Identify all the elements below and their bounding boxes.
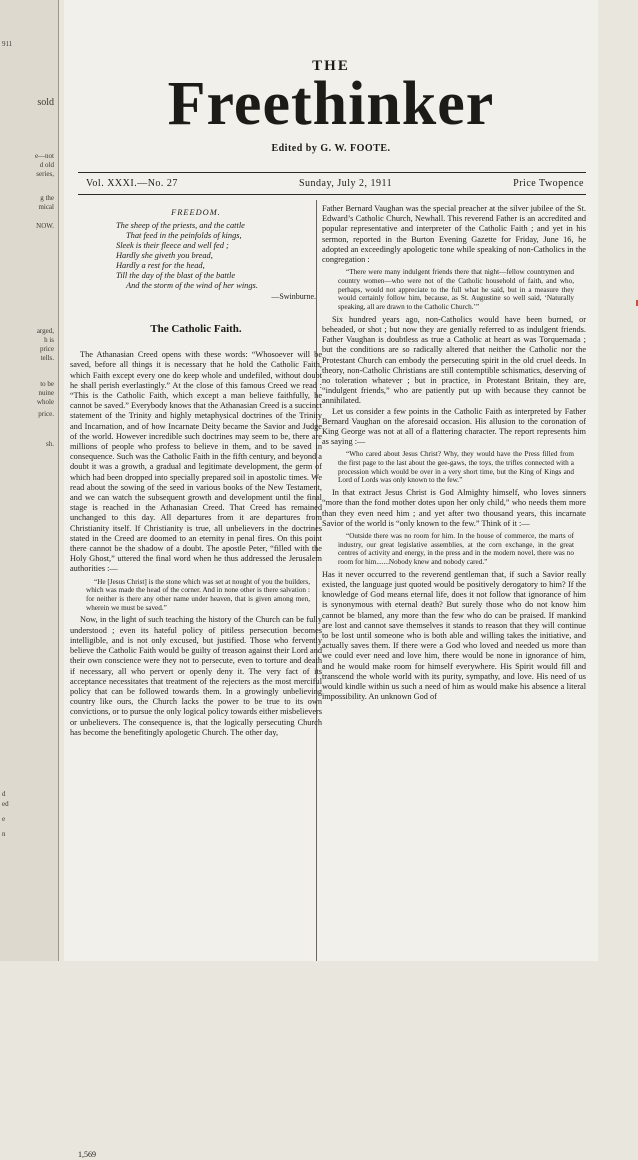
- masthead-the: THE: [312, 58, 350, 74]
- quote-text: “He [Jesus Christ] is the stone which was set at nought of you the builders, which was made the head of the corner. And in none other is there salvation : for neither is there any other name under heaven, that is given among men, wherein we must be saved.”: [86, 577, 310, 612]
- poem-line: Hardly a rest for the head,: [116, 261, 205, 270]
- gutter-text: NOW.: [36, 222, 54, 230]
- article-paragraph: The Athanasian Creed opens with these words: “Whosoever will be saved, before all things it is necessary that he hold the Catholic Faith, which Faith except every one do keep whole and undefiled, without doubt he shall perish everlastingly.” At the close of this famous Creed we read : “This is the Catholic Faith, which except a man believe faithfully, he cannot be saved.” Everybody knows that the Athanasian Creed is a succinct statement of the Trinity and highly metaphysical doctrines of the Trinity and Incarnation, and of how Incarnate Deity became the Savior and Judge of the world. However incredible such doctrines may seem to be, there are millions of people who profess to believe in them, and to be saved in consequence. Such was the Catholic Faith in the fifth century, and beyond a doubt it was a growth, a gradual and legitimate development, the germ of which had been dropped into specially prepared soil in apostolic times. We read about the sowing of the seed in various books of the New Testament, and we can watch the subsequent growth and development until the final stage is reached in the Athanasian Creed. That Creed has remained unchanged to this day. All departures from it are departures from Christianity itself. If Christianity is true, all unbelievers in the doctrines stated in the Creed are doomed to an eternity in penal fires. On this point there cannot be the shadow of a doubt. The apostle Peter, “filled with the Holy Ghost,” uttered the final word when he thus addressed the Jerusalem authorities :—: [70, 350, 322, 574]
- poem-line: That feed in the peinfolds of kings,: [126, 231, 242, 240]
- poem-freedom: [70, 208, 322, 302]
- gutter-text: g the: [40, 194, 54, 202]
- gutter-text: e—not: [34, 152, 54, 160]
- left-column: [70, 204, 322, 1159]
- gutter-text: sold: [37, 97, 54, 108]
- page-number: 1,569: [78, 1150, 96, 1159]
- gutter-text: 911: [2, 40, 13, 48]
- editor-line: Edited by G. W. FOOTE.: [271, 143, 391, 154]
- article-paragraph: Now, in the light of such teaching the history of the Church can be fully understood ; even its hateful policy of pitiless persecution becomes intelligible, and is not only excused, but justified. Those who fervently believe the Catholic Faith would be guilty of treason against their Lord and their own conscience were they not to persecute, even to torture and death if necessary, all who pervert or openly deny it. The very fact of its acceptance necessitates that treatment of the rejecters as the most merciful policy that can be followed towards them. In a growingly unbelieving country like ours, the Church lacks the power to be true to its own convictions, or to pursue the only logical policy towards either misbelievers or unbelievers. The consequence is, that the logically persecuting Church has become the benefitingly apologetic Church. The other day,: [70, 615, 322, 737]
- article-paragraph: Father Bernard Vaughan was the special preacher at the silver jubilee of the St. Edward’s Catholic Church, Newhall. This reverend Father is an accredited and popular representative and interpreter of the Catholic Faith ; and yet in his sermon, reported in the Burton Evening Gazette for Friday, June 16, he adopted an exceedingly apologetic tone while speaking of non-Catholics in the congregation :: [322, 204, 586, 265]
- article-paragraph: In that extract Jesus Christ is God Almighty himself, who loves sinners “more than the fond mother dotes upon her only child,” who needs them more than they even need him ; and yet after two thousand years, this incarnate Savior of the world is “only known to the few.” Think of it :—: [322, 488, 586, 528]
- gutter-text: to be: [40, 380, 54, 388]
- issue-price: Price Twopence: [513, 178, 584, 189]
- gutter-text: price: [40, 345, 54, 353]
- gutter-text: whole: [36, 398, 54, 406]
- gutter-text: ed: [2, 800, 9, 808]
- block-quote: [322, 532, 586, 567]
- quote-text: “Who cared about Jesus Christ? Why, they would have the Press filled from the first page to the last about the gee-gaws, the toys, the trifles connected with a procession which would be over in a very short time, but the King of Kings and Lord of Lords was only known to the few.”: [338, 450, 574, 485]
- gutter-text: d: [2, 790, 6, 798]
- top-rule: [78, 172, 586, 173]
- gutter-text: series,: [36, 170, 54, 178]
- poem-line: And the storm of the wind of her wings.: [126, 281, 258, 290]
- masthead-title: Freethinker: [167, 70, 495, 138]
- gutter-text: sh.: [46, 440, 54, 448]
- newspaper-page: [64, 0, 598, 1159]
- right-column: [322, 204, 586, 961]
- gutter-text: arged,: [36, 327, 54, 335]
- gutter-text: n: [2, 830, 6, 838]
- gutter-text: nuine: [38, 389, 54, 397]
- poem-line: Till the day of the blast of the battle: [116, 271, 236, 280]
- gutter-text: price.: [38, 410, 54, 418]
- block-quote: [70, 578, 322, 613]
- issue-info-line: [86, 178, 584, 189]
- gutter-text: h is: [44, 336, 54, 344]
- article-paragraph: Let us consider a few points in the Catholic Faith as interpreted by Father Bernard Vaughan on the aforesaid occasion. His allusion to the coronation of King George was not at all of a flattering character. The report represents him as saying :—: [322, 406, 586, 447]
- previous-page-margin: [0, 0, 59, 961]
- poem-line: Sleek is their fleece and well fed ;: [116, 241, 229, 250]
- article-paragraph: Six hundred years ago, non-Catholics would have been burned, or beheaded, or shot ; but now they are genially referred to as indulgent friends. Father Vaughan is doubtless as true a Catholic at heart as was Torquemada ; but the conditions are so radically altered that neither the Catholic nor the Protestant Church can embody the persecuting spirit in the old cruel deeds. In theory, non-Catholic Christians are still contemptible schismatics, deserving of no toleration whatever ; but in practice, in Protestant Britain, they are, “indulgent friends,” who are patiently put up with because they cannot be annihilated.: [322, 314, 586, 406]
- block-quote: [322, 450, 586, 485]
- gutter-text: mical: [38, 203, 54, 211]
- poem-signature: —Swinburne.: [271, 292, 316, 301]
- poem-title: FREEDOM.: [171, 208, 221, 217]
- gutter-text: tells.: [40, 354, 54, 362]
- quote-text: “Outside there was no room for him. In the house of commerce, the marts of industry, our great legislative assemblies, at the corn exchange, in the great centres of activity and energy, in the press and in the modern novel, there was no room for him.......Nobody knew and nobody cared.”: [338, 532, 574, 567]
- block-quote: [322, 268, 586, 312]
- poem-line: The sheep of the priests, and the cattle: [116, 221, 245, 230]
- masthead: [64, 58, 598, 154]
- gutter-text: e: [2, 815, 6, 823]
- quote-text: “There were many indulgent friends there that night—fellow countrymen and country women—who were not of the Catholic household of faith, and who, perhaps, would not appreciate to the full what he said, but in a measure they would certainly follow him, because, as St. Augustine so well said, ‘Naturally speaking, all are drawn to the Catholic Church.’”: [338, 268, 574, 312]
- issue-date: Sunday, July 2, 1911: [298, 178, 393, 189]
- article-heading: The Catholic Faith.: [150, 323, 242, 335]
- bottom-rule: [78, 194, 586, 195]
- article-paragraph: Has it never occurred to the reverend gentleman that, if such a Savior really existed, the language just quoted would be positively derogatory to him? If the knowledge of God means eternal life, does it not follow that ignorance of him is synonymous with eternal death? But surely those who do not know him cannot be blamed, any more than the few who do can be praised. If mankind are lost and cannot save themselves it stands to reason that they will continue to be lost until someone who is both able and willing takes the initiative, and actually saves them. If there were a God who loved and needed us more than we could ever need and love him, there would be none in ignorance of him, and he would make room for himself everywhere. His Spirit would fill and transcend the whole world with its purity, sympathy, and love. His need of us would kindle within us such a need of him as would make his absence a literal impossibility. An unknown God of: [322, 569, 586, 702]
- volume-number: Vol. XXXI.—No. 27: [86, 178, 178, 189]
- poem-line: Hardly she giveth you bread,: [116, 251, 213, 260]
- gutter-text: d old: [39, 161, 54, 169]
